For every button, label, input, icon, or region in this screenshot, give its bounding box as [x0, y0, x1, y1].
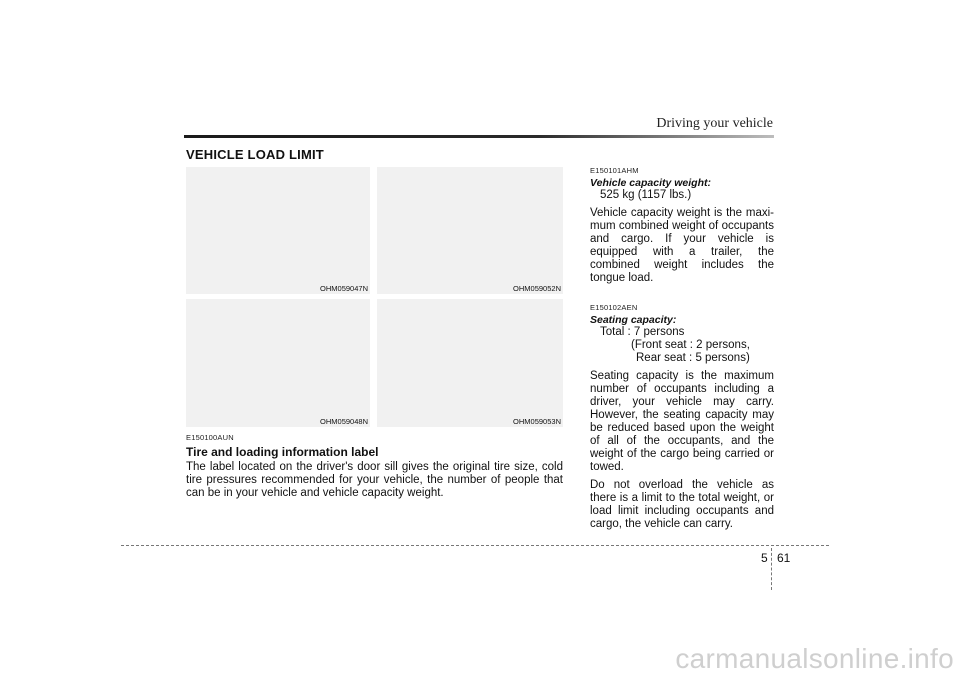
seating-front: (Front seat : 2 persons, [631, 339, 750, 351]
capacity-weight-label: Vehicle capacity weight: [590, 177, 711, 189]
photo-door-sill-4 [377, 299, 563, 427]
photo-door-sill-1 [186, 167, 370, 294]
chapter-number: 5 [761, 551, 768, 565]
photo-grid [186, 167, 563, 427]
section-code: E150100AUN [186, 433, 234, 442]
capacity-weight-body: Vehicle capacity weight is the maxi-mum combined weight of occupants and cargo. If your vehicle is equipped with a trailer, the combined weight includes the tongue load. [590, 207, 774, 284]
capacity-column [590, 166, 774, 531]
seating-total: Total : 7 persons [600, 326, 685, 338]
tire-label-body: The label located on the driver's door sill gives the original tire size, cold tire pressures recommended for your vehicle, the number of people that can be in your vehicle and vehicle capacity weight. [186, 461, 563, 499]
photo-caption: OHM059053N [513, 417, 561, 426]
header-rule [184, 135, 774, 138]
section-code: E150102AEN [590, 303, 638, 312]
seating-rear: Rear seat : 5 persons) [636, 352, 750, 364]
footer-rule [121, 545, 829, 546]
running-header: Driving your vehicle [656, 116, 773, 131]
watermark: carmanualsonline.info [675, 643, 954, 674]
seating-capacity-label: Seating capacity: [590, 314, 677, 326]
tire-label-section [186, 433, 563, 500]
section-code: E150101AHM [590, 166, 639, 175]
photo-caption: OHM059052N [513, 284, 561, 293]
seating-capacity-body: Seating capacity is the maximum number of occupants including a driver, your vehicle may carry. However, the seating capacity may be reduced based upon the weight of all of the occupants, and the weight of the cargo being carried or towed. [590, 370, 774, 473]
tire-label-title: Tire and loading information label [186, 445, 379, 459]
photo-door-sill-2 [377, 167, 563, 294]
page-number: 61 [777, 551, 791, 565]
overload-warning-body: Do not overload the vehicle as there is a limit to the total weight, or load limit including occupants and cargo, the vehicle can carry. [590, 479, 774, 530]
photo-caption: OHM059048N [320, 417, 368, 426]
photo-door-sill-3 [186, 299, 370, 427]
capacity-weight-value: 525 kg (1157 lbs.) [600, 189, 692, 201]
page-number-divider [771, 548, 772, 590]
photo-caption: OHM059047N [320, 284, 368, 293]
section-heading: VEHICLE LOAD LIMIT [186, 147, 324, 162]
